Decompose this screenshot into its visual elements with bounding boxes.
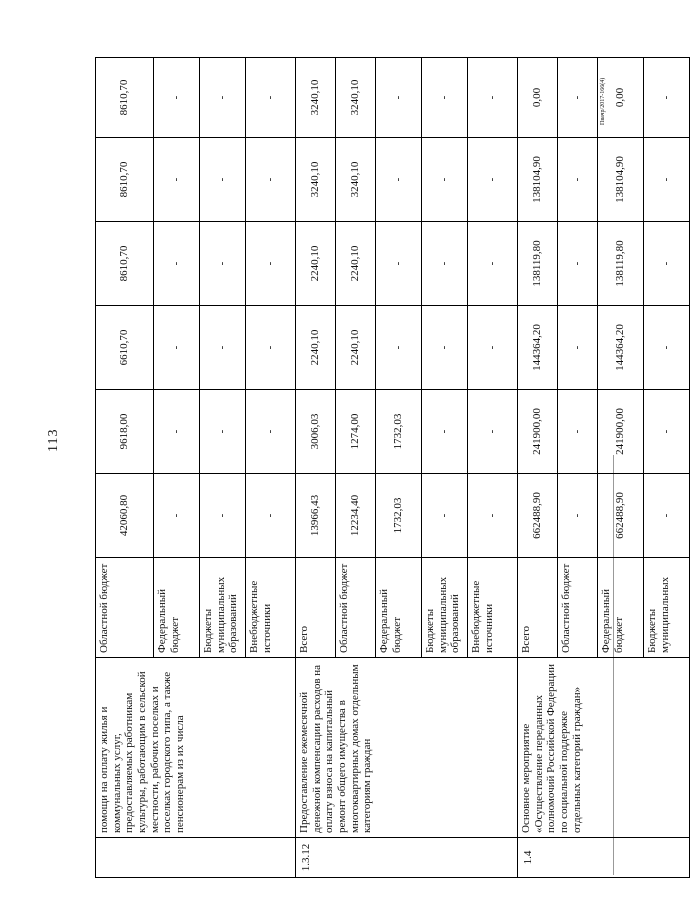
value-cell: - [644,306,690,390]
value-cell: 3006,03 [296,390,336,474]
measure-name: помощи на оплату жилья и коммунальных услуг, предоставляемых работникам культуры, работающим в сельской местности, рабочих поселках и поселках городского типа, а также пенсионерам из их числа [96,658,296,838]
value-cell: 8610,70 [96,222,154,306]
value-cell: - [200,474,246,558]
value-cell: - [200,390,246,474]
table-row [518,58,558,878]
value-cell: - [644,390,690,474]
value-cell: 2240,10 [336,222,376,306]
value-cell: 241900,00 [518,390,558,474]
funding-source: Всего [296,558,336,658]
value-cell: - [200,138,246,222]
funding-source: Областной бюджет [558,558,598,658]
value-cell: - [422,222,468,306]
value-cell: - [422,138,468,222]
funding-source: Областной бюджет [96,558,154,658]
value-cell: 42060,80 [96,474,154,558]
value-cell: - [376,306,422,390]
value-cell: 3240,10 [336,58,376,138]
funding-source: Бюджеты муниципальных [644,558,690,658]
funding-source: Областной бюджет [336,558,376,658]
document-code: Пвачр/2017-166(4) [600,77,606,125]
value-cell: - [558,138,598,222]
page-number: 113 [46,428,61,452]
value-cell: 3240,10 [336,138,376,222]
value-cell: - [376,222,422,306]
value-cell: - [154,222,200,306]
value-cell: - [422,474,468,558]
value-cell: 662488,90 [518,474,558,558]
value-cell: 13966,43 [296,474,336,558]
value-cell: 138119,80 [518,222,558,306]
funding-source: Федеральный бюджет [598,558,644,658]
funding-source: Федеральный бюджет [154,558,200,658]
row-number: 1.4 [518,838,690,878]
value-cell: - [644,474,690,558]
value-cell: 6610,70 [96,306,154,390]
value-cell: 1732,03 [376,474,422,558]
value-cell: - [422,306,468,390]
value-cell: 3240,10 [296,138,336,222]
value-cell: 144364,20 [518,306,558,390]
value-cell: - [558,474,598,558]
value-cell: 0,00 [598,58,644,138]
value-cell: - [200,222,246,306]
value-cell: - [154,58,200,138]
value-cell: - [644,222,690,306]
value-cell: - [422,390,468,474]
value-cell: - [246,58,296,138]
funding-source: Бюджеты муниципальных образований [200,558,246,658]
value-cell: - [558,58,598,138]
value-cell: - [154,390,200,474]
value-cell: 144364,20 [598,306,644,390]
value-cell: - [422,58,468,138]
value-cell: 2240,10 [296,306,336,390]
value-cell: - [246,306,296,390]
value-cell: - [468,58,518,138]
value-cell: - [200,58,246,138]
value-cell: - [558,390,598,474]
value-cell: - [154,306,200,390]
funding-source: Всего [518,558,558,658]
value-cell: - [558,222,598,306]
value-cell: - [376,138,422,222]
value-cell: - [246,222,296,306]
funding-source: Внебюджетные источники [246,558,296,658]
table-row [96,58,154,878]
funding-source: Федеральный бюджет [376,558,422,658]
value-cell: 138104,90 [518,138,558,222]
funding-source: Внебюджетные источники [468,558,518,658]
value-cell: - [468,222,518,306]
row-number [96,838,296,878]
value-cell: - [246,390,296,474]
value-cell: 8610,70 [96,138,154,222]
value-cell: 8610,70 [96,58,154,138]
value-cell: 138104,90 [598,138,644,222]
value-cell: 2240,10 [296,222,336,306]
value-cell: - [246,474,296,558]
value-cell: 12234,40 [336,474,376,558]
value-cell: 0,00 [518,58,558,138]
value-cell: - [468,474,518,558]
value-cell: 241900,00 [598,390,644,474]
value-cell: - [154,138,200,222]
value-cell: - [468,306,518,390]
value-cell: - [468,138,518,222]
value-cell: 3240,10 [296,58,336,138]
funding-source: Бюджеты муниципальных образований [422,558,468,658]
budget-table [95,57,690,878]
value-cell: - [376,58,422,138]
table-row [296,58,336,878]
value-cell: - [644,138,690,222]
value-cell: 9618,00 [96,390,154,474]
measure-name: Предоставление ежемесячной денежной компенсации расходов на оплату взноса на капитальный ремонт общего имущества в многоквартирных домах отдельным категориям граждан [296,658,518,838]
value-cell: - [644,58,690,138]
value-cell: 138119,80 [598,222,644,306]
value-cell: - [154,474,200,558]
value-cell: - [468,390,518,474]
value-cell: - [200,306,246,390]
value-cell: - [246,138,296,222]
measure-name: Основное мероприятие «Осуществление переданных полномочий Российской Федерации по социальной поддержке отдельных категорий граждан» [518,658,690,838]
value-cell: 662488,90 [598,474,644,558]
value-cell: 1732,03 [376,390,422,474]
value-cell: - [558,306,598,390]
value-cell: 1274,00 [336,390,376,474]
value-cell: 2240,10 [336,306,376,390]
row-number: 1.3.12 [296,838,518,878]
